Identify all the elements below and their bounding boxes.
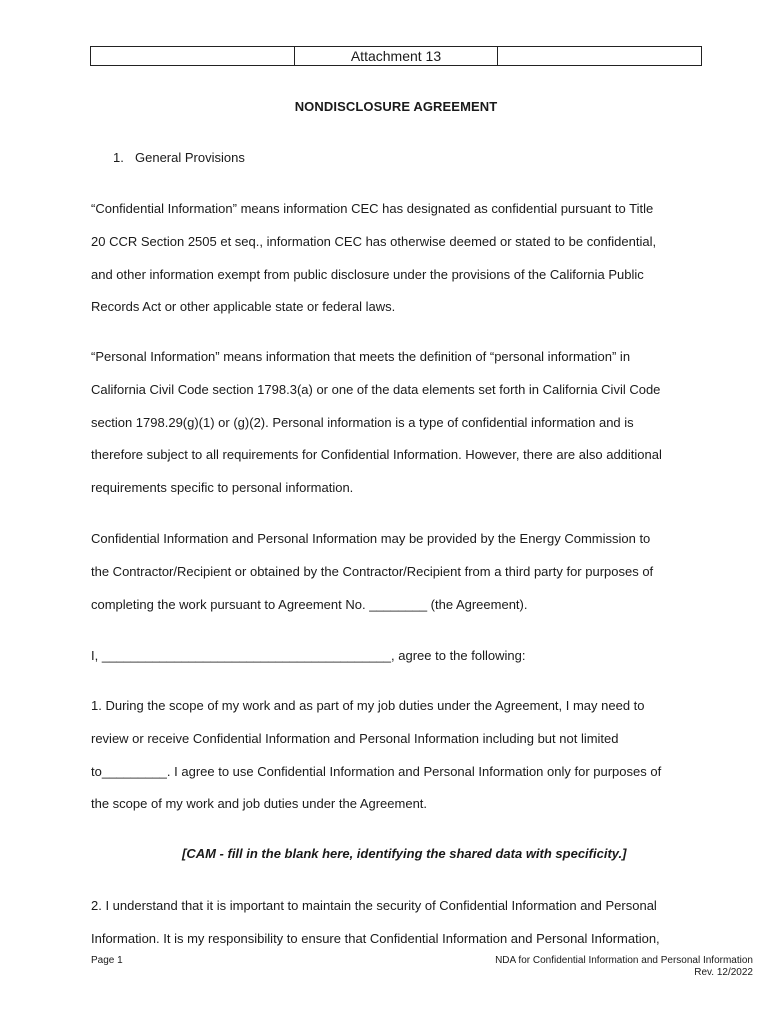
- paragraph-line: “Confidential Information” means information CEC has designated as confidential pursuant to Title: [91, 201, 654, 216]
- paragraph-line: to_________. I agree to use Confidential Information and Personal Information only for purposes of: [91, 763, 662, 779]
- header-cell-attachment: Attachment 13: [294, 47, 498, 66]
- paragraph-line: section 1798.29(g)(1) or (g)(2). Personal information is a type of confidential information and is: [91, 414, 634, 430]
- paragraph-line: 20 CCR Section 2505 et seq., information CEC has otherwise deemed or stated to be confidential,: [91, 233, 657, 249]
- paragraph-line: the scope of my work and job duties under the Agreement.: [91, 796, 428, 812]
- paragraph-line: review or receive Confidential Information and Personal Information including but not limited: [91, 730, 619, 746]
- paragraph-line: the Contractor/Recipient or obtained by the Contractor/Recipient from a third party for purposes of: [91, 563, 654, 579]
- paragraph-confidential-definition: [91, 193, 711, 324]
- paragraph-line: 1. During the scope of my work and as part of my job duties under the Agreement, I may need to: [91, 698, 645, 713]
- paragraph-line: therefore subject to all requirements for Confidential Information. However, there are also additional: [91, 447, 662, 463]
- paragraph-line: Confidential Information and Personal Information may be provided by the Energy Commission to: [91, 531, 651, 546]
- attachment-header-table: [90, 46, 702, 66]
- paragraph-line: California Civil Code section 1798.3(a) or one of the data elements set forth in California Civil Code: [91, 381, 661, 397]
- paragraph-line: Records Act or other applicable state or federal laws.: [91, 299, 396, 315]
- paragraph-provision: [91, 523, 711, 621]
- header-cell-right: [498, 47, 702, 66]
- document-title: NONDISCLOSURE AGREEMENT: [294, 99, 498, 114]
- section-number: 1.: [113, 150, 124, 165]
- section-label: General Provisions: [135, 150, 245, 165]
- cam-instruction-note: [CAM - fill in the blank here, identifying the shared data with specificity.]: [182, 846, 627, 861]
- paragraph-item-2: [91, 890, 711, 956]
- header-cell-left: [91, 47, 295, 66]
- paragraph-line: “Personal Information” means information that meets the definition of “personal information” in: [91, 349, 631, 364]
- paragraph-line: requirements specific to personal information.: [91, 480, 354, 496]
- paragraph-line: 2. I understand that it is important to maintain the security of Confidential Information and Personal: [91, 898, 657, 913]
- paragraph-line: completing the work pursuant to Agreement No. ________ (the Agreement).: [91, 596, 528, 612]
- footer-doc-name: NDA for Confidential Information and Personal Information: [495, 955, 753, 966]
- footer-revision: Rev. 12/2022: [694, 967, 753, 978]
- footer-document-info: [495, 955, 753, 979]
- paragraph-signatory: [91, 640, 711, 673]
- paragraph-line: and other information exempt from public disclosure under the provisions of the California Public: [91, 266, 644, 282]
- paragraph-item-1: [91, 690, 711, 821]
- paragraph-line: Information. It is my responsibility to ensure that Confidential Information and Personal Information,: [91, 930, 660, 946]
- section-heading: [113, 150, 245, 165]
- paragraph-personal-definition: [91, 341, 711, 505]
- footer-page-number: Page 1: [91, 955, 123, 966]
- paragraph-line: I, ________________________________________, agree to the following:: [91, 648, 526, 663]
